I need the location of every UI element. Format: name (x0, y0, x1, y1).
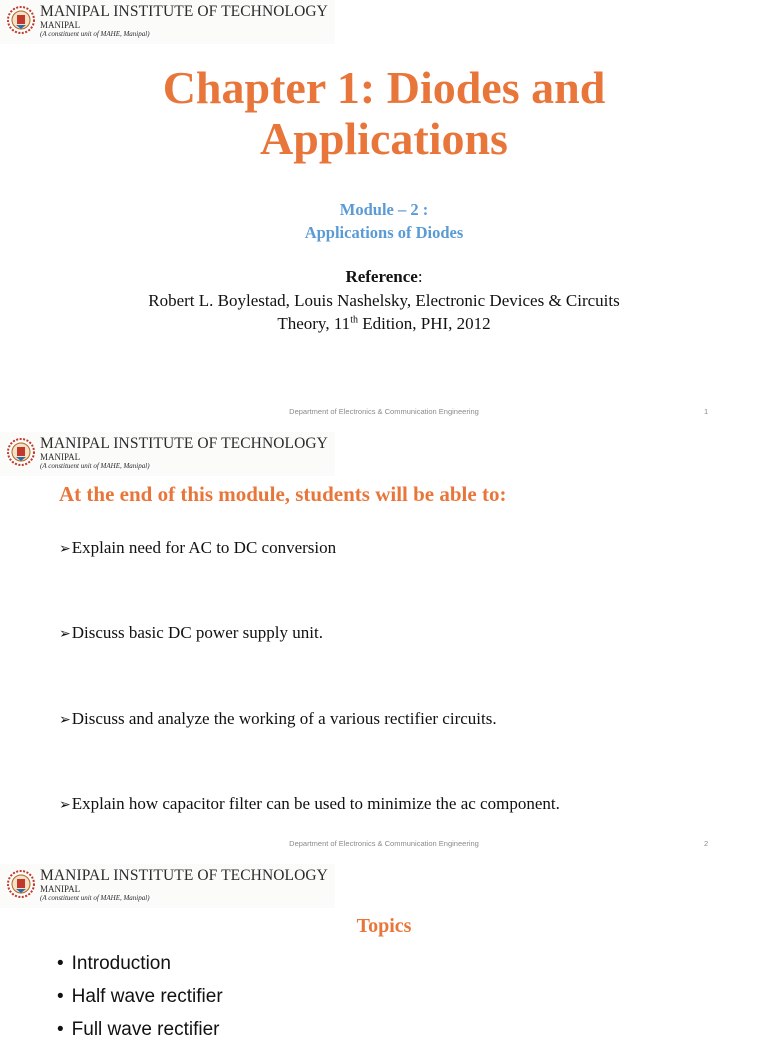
outcome-item (59, 623, 323, 643)
reference-edition-b: Edition, PHI, 2012 (357, 314, 491, 333)
topic-item (57, 1019, 219, 1041)
topic-text: Introduction (71, 953, 171, 974)
module-label (0, 198, 768, 244)
topic-text: Half wave rectifier (71, 986, 223, 1007)
institute-emblem-icon (6, 437, 36, 467)
topics-heading: Topics (356, 915, 412, 937)
reference-colon: : (417, 267, 423, 286)
institute-emblem-icon (6, 869, 36, 899)
bullet-icon: • (57, 953, 64, 974)
reference-edition-a: Theory, 11 (277, 314, 351, 333)
institute-header (0, 432, 335, 476)
bullet-icon: • (57, 1019, 64, 1040)
chapter-title (0, 62, 768, 164)
department-name: Department of Electronics & Communication Engineering (289, 407, 479, 416)
institute-emblem-icon (6, 5, 36, 35)
slide-1 (0, 0, 768, 432)
slide-2 (0, 432, 768, 864)
reference-heading (0, 267, 768, 287)
topic-item (57, 986, 223, 1008)
reference-text (0, 289, 768, 335)
institute-header (0, 0, 335, 44)
outcome-text: Discuss and analyze the working of a various rectifier circuits. (71, 709, 497, 728)
reference-edition-sup: th (350, 314, 358, 326)
topic-text: Full wave rectifier (71, 1019, 220, 1040)
outcome-text: Explain how capacitor filter can be used to minimize the ac component. (71, 794, 560, 813)
module-name: Applications of Diodes (304, 223, 464, 242)
arrow-bullet-icon: ➢ (59, 712, 71, 728)
institute-city: MANIPAL (40, 20, 81, 30)
institute-header (0, 864, 335, 908)
page-number: 1 (704, 407, 709, 416)
reference-line-1: Robert L. Boylestad, Louis Nashelsky, Electronic Devices & Circuits (148, 291, 620, 310)
outcome-text: Discuss basic DC power supply unit. (71, 623, 323, 642)
bullet-icon: • (57, 986, 64, 1007)
outcome-item (59, 709, 497, 729)
institute-subtitle: (A constituent unit of MAHE, Manipal) (40, 462, 150, 470)
arrow-bullet-icon: ➢ (59, 541, 71, 557)
department-name: Department of Electronics & Communication Engineering (289, 839, 479, 848)
topic-item (57, 953, 171, 975)
outcome-item (59, 538, 336, 558)
module-number: Module – 2 : (339, 200, 429, 219)
reference-line-2 (0, 312, 768, 335)
institute-name: MANIPAL INSTITUTE OF TECHNOLOGY (40, 3, 328, 20)
institute-city: MANIPAL (40, 452, 81, 462)
chapter-title-line-1: Chapter 1: Diodes and (162, 62, 606, 113)
chapter-title-line-2: Applications (260, 113, 508, 164)
slide-3 (0, 864, 768, 1040)
outcomes-heading: At the end of this module, students will be able to: (59, 482, 507, 506)
institute-city: MANIPAL (40, 884, 81, 894)
slide-footer (0, 407, 768, 419)
institute-subtitle: (A constituent unit of MAHE, Manipal) (40, 30, 150, 38)
page-number: 2 (704, 839, 709, 848)
outcome-item (59, 794, 560, 814)
institute-name: MANIPAL INSTITUTE OF TECHNOLOGY (40, 867, 328, 884)
slide-footer (0, 839, 768, 851)
outcome-text: Explain need for AC to DC conversion (71, 538, 337, 557)
institute-subtitle: (A constituent unit of MAHE, Manipal) (40, 894, 150, 902)
arrow-bullet-icon: ➢ (59, 626, 71, 642)
institute-name: MANIPAL INSTITUTE OF TECHNOLOGY (40, 435, 328, 452)
arrow-bullet-icon: ➢ (59, 797, 71, 813)
reference-label: Reference (345, 267, 418, 286)
